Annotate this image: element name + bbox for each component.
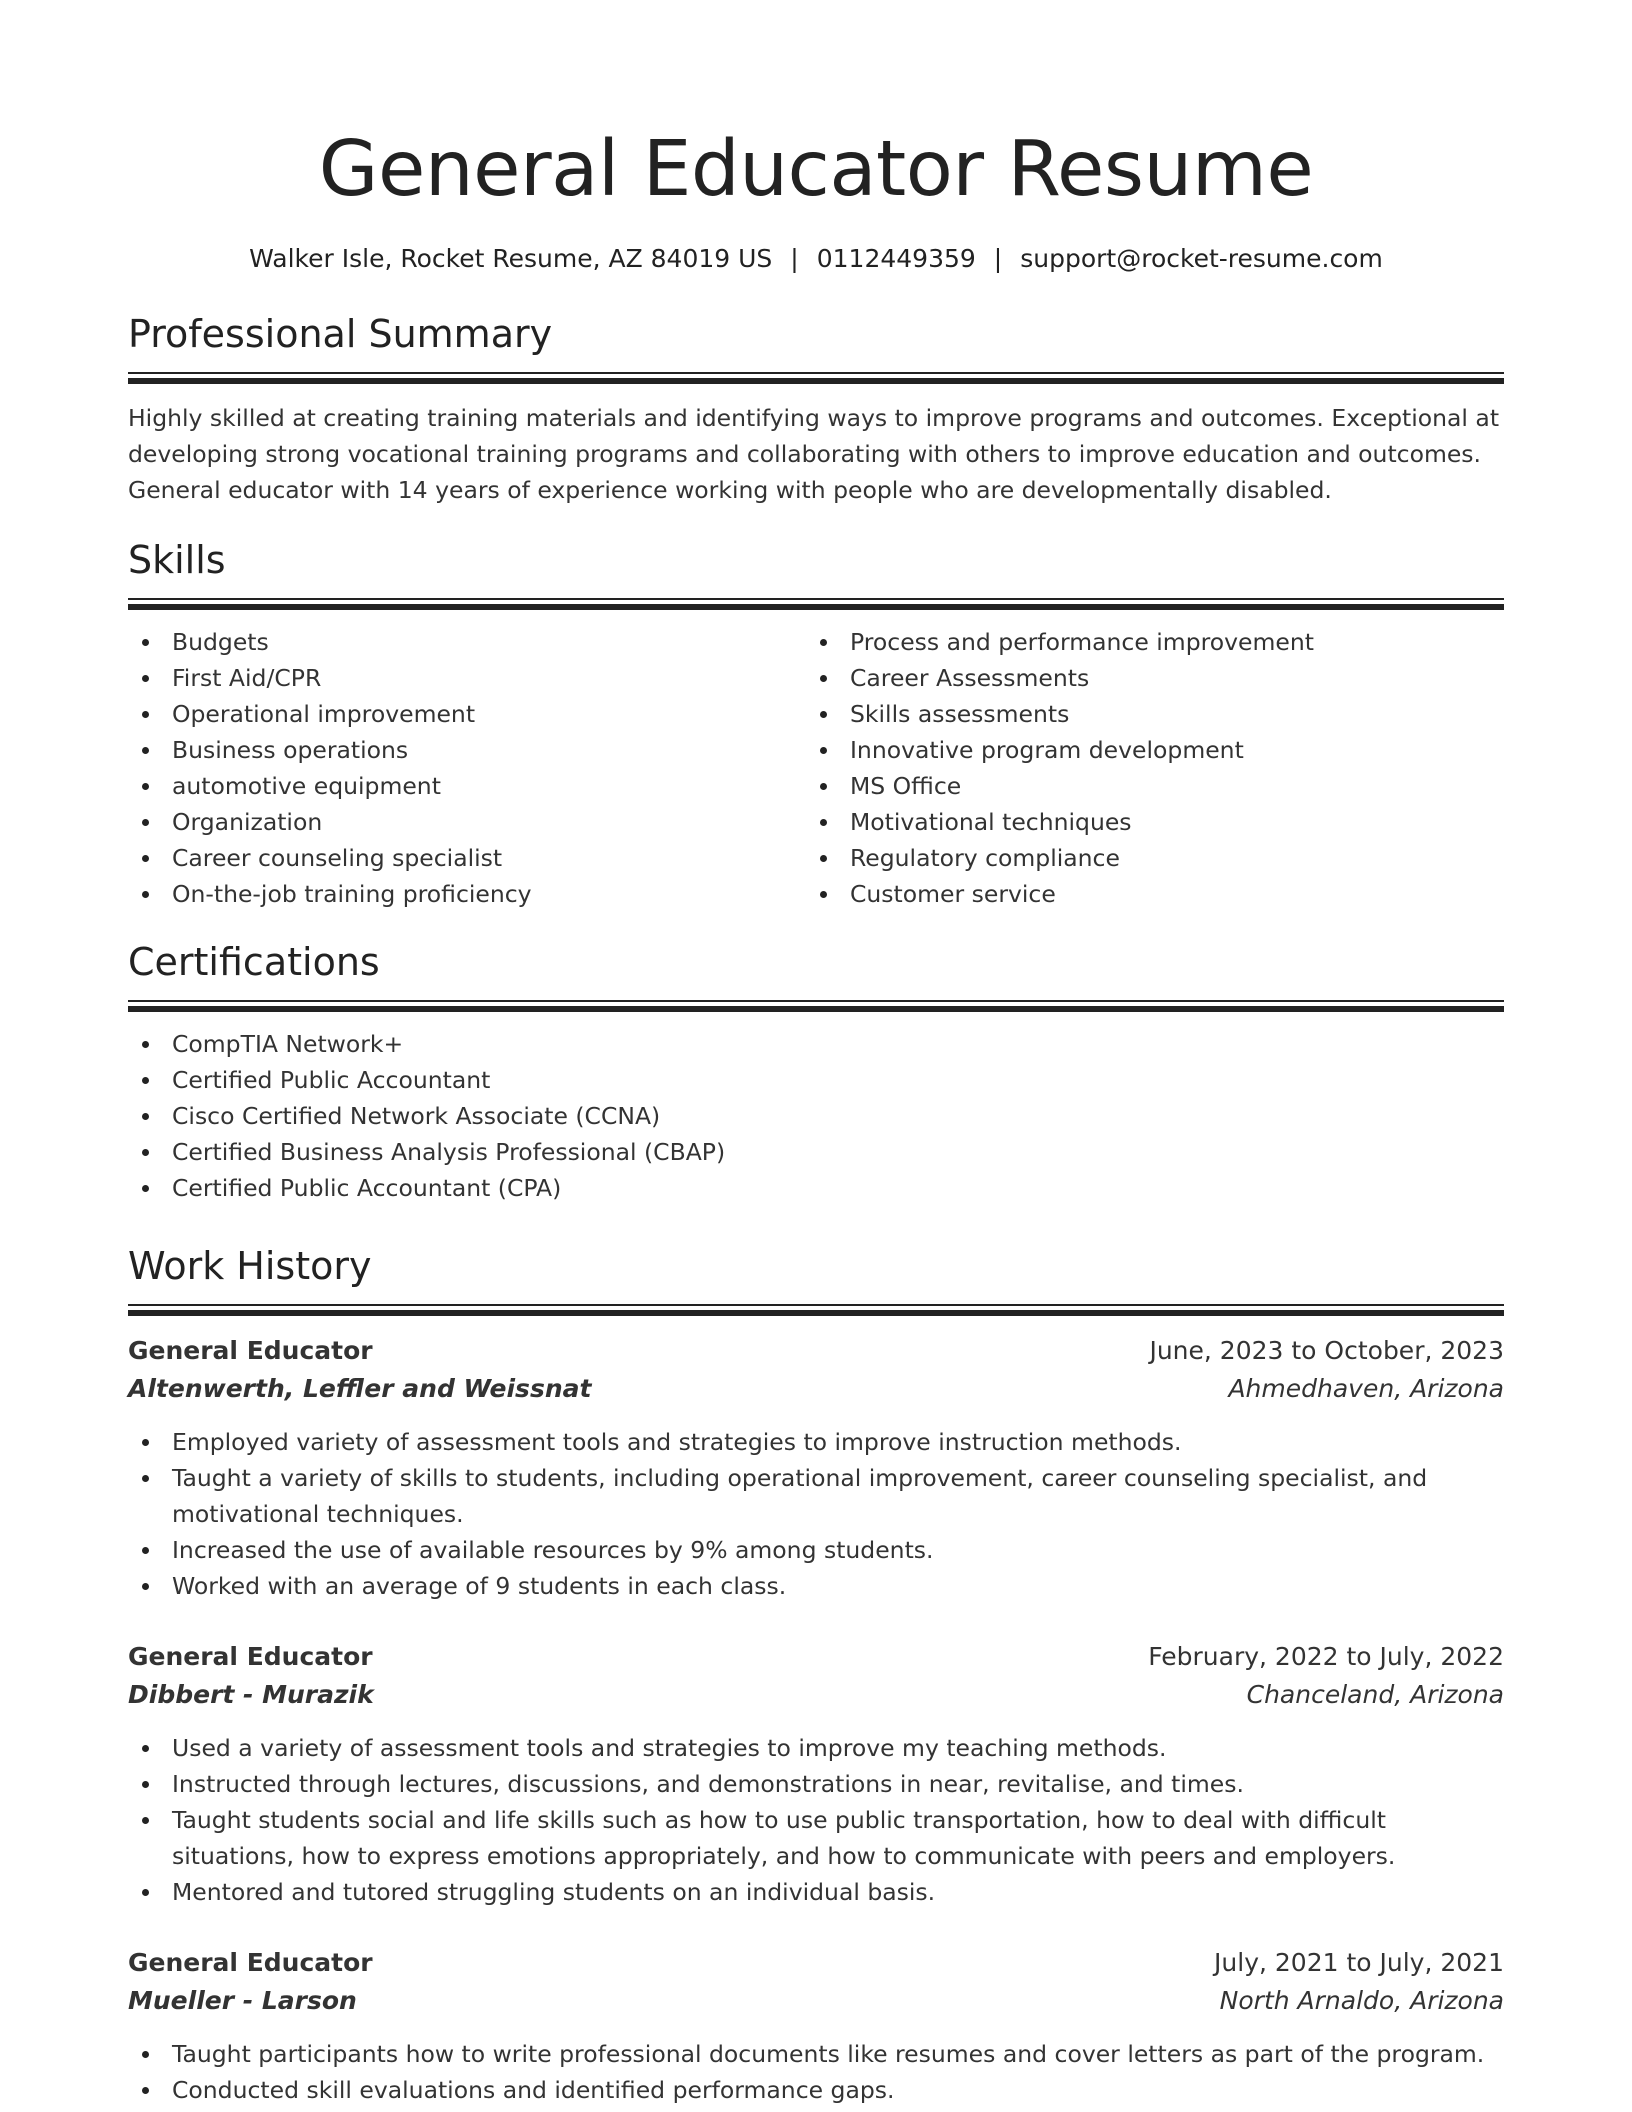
certification-item: Cisco Certified Network Associate (CCNA) [128,1098,1504,1134]
job-subheader [128,1982,1504,2020]
skill-item: Regulatory compliance [806,840,1484,876]
skills-list-left [128,624,806,912]
job-bullet: Mentored and tutored struggling students on an individual basis. [128,1874,1504,1910]
skill-item: Innovative program development [806,732,1484,768]
job-entry [128,1332,1504,1604]
job-bullet: Employed variety of assessment tools and strategies to improve instruction methods. [128,1424,1504,1460]
summary-text: Highly skilled at creating training materials and identifying ways to improve programs and outcomes. Exceptional at developing strong vocational training programs and collaborating with others to improve education and outcomes. General educator with 14 years of experience working with people who are developmentally disabled. [128,404,1500,504]
skill-item: Motivational techniques [806,804,1484,840]
section-divider [128,598,1504,610]
job-subheader [128,1676,1504,1714]
job-location: Ahmedhaven, Arizona [1228,1374,1504,1403]
work-history-heading: Work History [128,1244,372,1288]
skills-column-left [128,624,806,912]
section-divider [128,1000,1504,1012]
skill-item: Business operations [128,732,806,768]
skill-item: Budgets [128,624,806,660]
skill-item: Career Assessments [806,660,1484,696]
job-header [128,1332,1504,1370]
certification-item: Certified Public Accountant (CPA) [128,1170,1504,1206]
skill-item: On-the-job training proficiency [128,876,806,912]
certifications-section [128,938,1504,1206]
skills-grid [128,624,1504,912]
skill-item: Process and performance improvement [806,624,1484,660]
job-company: Altenwerth, Leffler and Weissnat [128,1374,592,1403]
section-divider [128,372,1504,384]
job-bullets [128,1730,1504,1910]
contact-separator: | [993,244,1003,273]
job-header [128,1944,1504,1982]
job-bullet: Worked with an average of 9 students in each class. [128,1568,1504,1604]
job-entry [128,1944,1504,2108]
section-divider [128,1304,1504,1316]
summary-heading: Professional Summary [128,312,553,356]
skill-item: First Aid/CPR [128,660,806,696]
summary-section [128,310,1504,508]
job-bullet: Taught participants how to write professional documents like resumes and cover letters as part of the program. [128,2036,1504,2072]
contact-separator: | [790,244,799,273]
job-location: North Arnaldo, Arizona [1219,1986,1504,2015]
job-location: Chanceland, Arizona [1246,1680,1504,1709]
skill-item: Organization [128,804,806,840]
job-bullet: Taught students social and life skills such as how to use public transportation, how to deal with difficult situations, how to express emotions appropriately, and how to communicate with peers and employers. [128,1802,1504,1874]
job-title: General Educator [128,1336,373,1365]
job-header [128,1638,1504,1676]
job-bullet: Instructed through lectures, discussions, and demonstrations in near, revitalise, and times. [128,1766,1504,1802]
skill-item: Operational improvement [128,696,806,732]
skill-item: automotive equipment [128,768,806,804]
job-dates: February, 2022 to July, 2022 [1148,1642,1504,1671]
job-bullet: Conducted skill evaluations and identified performance gaps. [128,2072,1504,2108]
job-company: Mueller - Larson [128,1986,357,2015]
skills-section [128,536,1504,912]
skill-item: MS Office [806,768,1484,804]
resume-page [128,0,1504,2108]
job-bullets [128,1424,1504,1604]
contact-phone: 0112449359 [816,244,976,273]
job-entry [128,1638,1504,1910]
certification-item: CompTIA Network+ [128,1026,1504,1062]
job-title: General Educator [128,1642,373,1671]
resume-title: General Educator Resume [318,125,1314,214]
skills-list-right [806,624,1484,912]
contact-address: Walker Isle, Rocket Resume, AZ 84019 US [249,244,773,273]
job-dates: July, 2021 to July, 2021 [1214,1948,1504,1977]
certifications-list [128,1026,1504,1206]
work-history-section [128,1242,1504,2108]
job-bullet: Increased the use of available resources by 9% among students. [128,1532,1504,1568]
skills-column-right [806,624,1484,912]
job-bullet: Taught a variety of skills to students, including operational improvement, career counseling specialist, and motivational techniques. [128,1460,1504,1532]
skill-item: Career counseling specialist [128,840,806,876]
job-bullet: Used a variety of assessment tools and strategies to improve my teaching methods. [128,1730,1504,1766]
certification-item: Certified Public Accountant [128,1062,1504,1098]
contact-email: support@rocket-resume.com [1020,244,1383,273]
contact-line [128,242,1504,276]
job-bullets [128,2036,1504,2108]
job-subheader [128,1370,1504,1408]
skill-item: Skills assessments [806,696,1484,732]
skill-item: Customer service [806,876,1484,912]
skills-heading: Skills [128,538,226,582]
job-company: Dibbert - Murazik [128,1680,374,1709]
certification-item: Certified Business Analysis Professional (CBAP) [128,1134,1504,1170]
job-title: General Educator [128,1948,373,1977]
job-dates: June, 2023 to October, 2023 [1149,1336,1504,1365]
certifications-heading: Certifications [128,940,380,984]
